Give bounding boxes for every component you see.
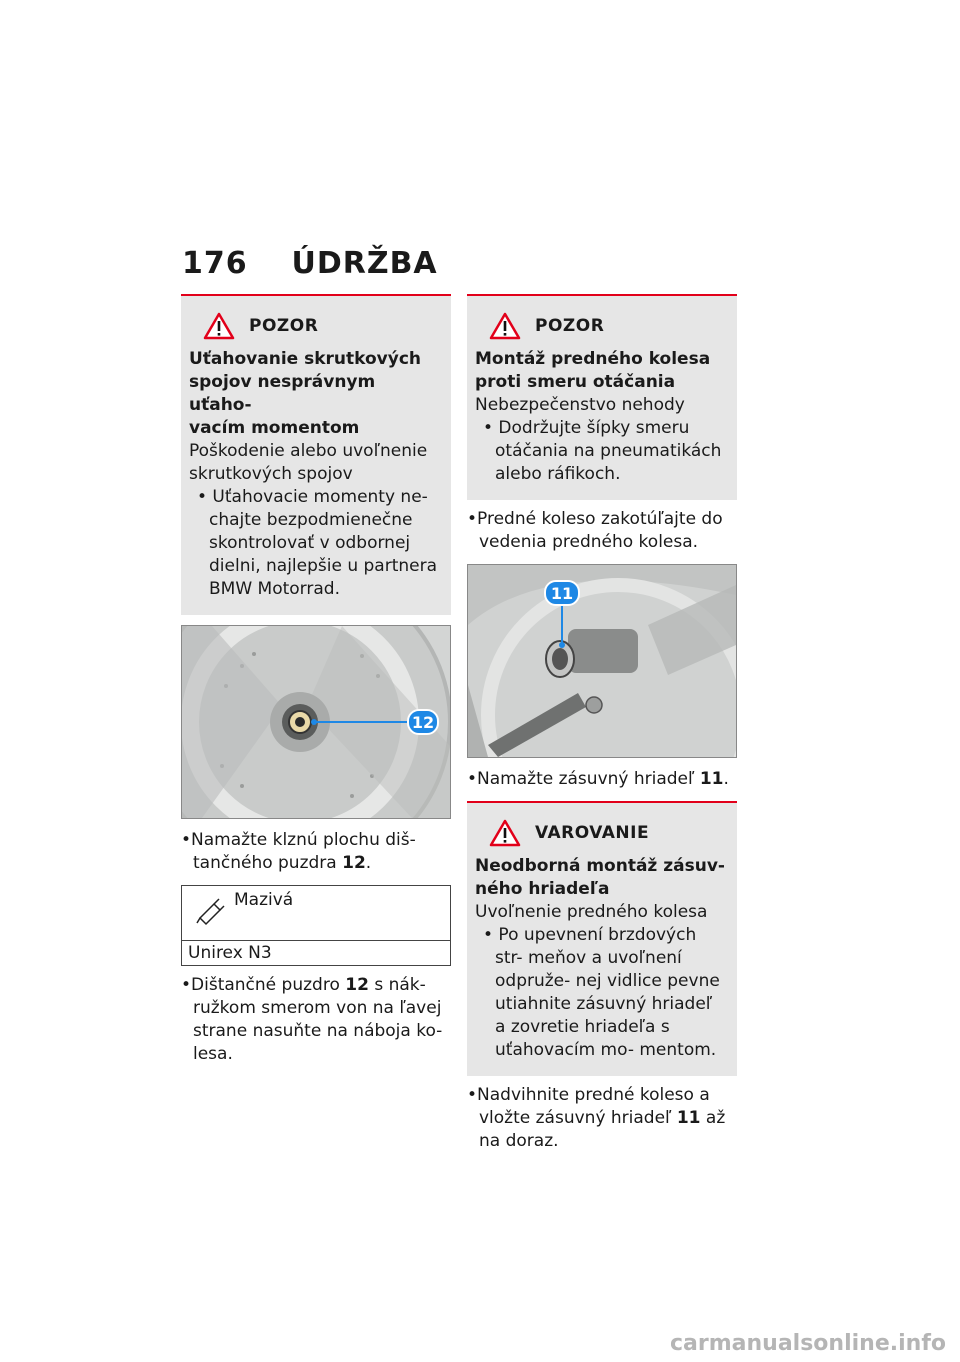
- step-item: •Namažte zásuvný hriadeľ 11.: [467, 769, 729, 789]
- warning-heading: spojov nesprávnym uťaho-: [189, 372, 376, 415]
- page-header: [182, 246, 438, 281]
- warning-box: [467, 801, 737, 1076]
- step-text: až na doraz.: [479, 1108, 726, 1151]
- warning-heading: proti smeru otáčania: [475, 372, 676, 392]
- step-item: •Nadvihnite predné koleso a vložte zásuvný hriadeľ 11 až na doraz.: [467, 1085, 726, 1151]
- step-text: Dištančné puzdro: [191, 975, 340, 995]
- warning-heading: vacím momentom: [189, 418, 360, 438]
- photo-illustration: [182, 626, 450, 818]
- reference-number: 11: [699, 769, 724, 789]
- warning-heading: Montáž predného kolesa: [475, 349, 711, 369]
- step-text: Predné koleso zakotúľajte do vedenia predného kolesa.: [477, 509, 723, 552]
- page-number: 176: [182, 246, 248, 281]
- warning-text: Nebezpečenstvo nehody: [475, 395, 685, 415]
- warning-box: [181, 294, 451, 615]
- step-text: s nák- ružkom smerom von na ľavej strane nasuňte na nábojа ko- lesa.: [193, 975, 443, 1064]
- lubricant-label: Mazivá: [234, 890, 294, 910]
- warning-label: VAROVANIE: [535, 823, 650, 843]
- photo-illustration: [468, 565, 736, 757]
- callout-label: 12: [411, 713, 435, 732]
- warning-bullet: • Uťahovacie momenty ne- chajte bezpodmienečne skontrolovať v odbornej dielni, najlepšie u partnera BMW Motorrad.: [197, 487, 438, 599]
- warning-heading: Neodborná montáž zásuv-: [475, 856, 725, 876]
- step-item: •Dištančné puzdro 12 s nák- ružkom smerom von na ľavej strane nasuňte na nábojа ko- lesa.: [181, 975, 443, 1064]
- warning-box: [467, 294, 737, 500]
- left-column: [181, 294, 451, 1076]
- step-item: •Predné koleso zakotúľajte do vedenia predného kolesa.: [467, 509, 723, 552]
- step-text: Nadvihnite predné koleso a vložte zásuvný hriadeľ: [477, 1085, 710, 1128]
- photo-axle: [467, 564, 737, 758]
- callout-label: 11: [550, 584, 574, 603]
- chapter-title: ÚDRŽBA: [291, 246, 438, 281]
- step-text: Namažte klznú plochu diš- tančného puzdra: [191, 830, 416, 873]
- warning-heading: Uťahovanie skrutkových: [189, 349, 422, 369]
- lubricant-table: [181, 885, 451, 966]
- warning-text: Poškodenie alebo uvoľnenie: [189, 441, 428, 461]
- lubricant-value: Unirex N3: [188, 943, 272, 963]
- warning-bullet: • Po upevnení brzdových str- meňov a uvoľnení odpruže- nej vidlice pevne utiahnite zásuvný hriadeľ a zovretie hriadeľa s uťahovacím mo- mentom.: [483, 925, 720, 1060]
- warning-triangle-icon: [489, 312, 521, 340]
- warning-label: POZOR: [249, 316, 319, 336]
- grease-gun-icon: [196, 896, 226, 926]
- warning-text: skrutkových spojov: [189, 464, 353, 484]
- warning-bullet: • Dodržujte šípky smeru otáčania na pneumatikách alebo ráfikoch.: [483, 418, 722, 484]
- right-column: [467, 294, 737, 1163]
- reference-number: 12: [342, 853, 366, 873]
- watermark: carmanualsonline.info: [670, 1331, 946, 1356]
- warning-triangle-icon: [489, 819, 521, 847]
- reference-number: 11: [676, 1108, 701, 1128]
- warning-heading: ného hriadeľa: [475, 879, 610, 899]
- warning-text: Uvoľnenie predného kolesa: [475, 902, 708, 922]
- reference-number: 12: [345, 975, 369, 995]
- photo-wheel-hub: [181, 625, 451, 819]
- step-item: •Namažte klznú plochu diš- tančného puzdra 12.: [181, 830, 416, 873]
- warning-triangle-icon: [203, 312, 235, 340]
- warning-label: POZOR: [535, 316, 605, 336]
- step-text: Namažte zásuvný hriadeľ: [477, 769, 695, 789]
